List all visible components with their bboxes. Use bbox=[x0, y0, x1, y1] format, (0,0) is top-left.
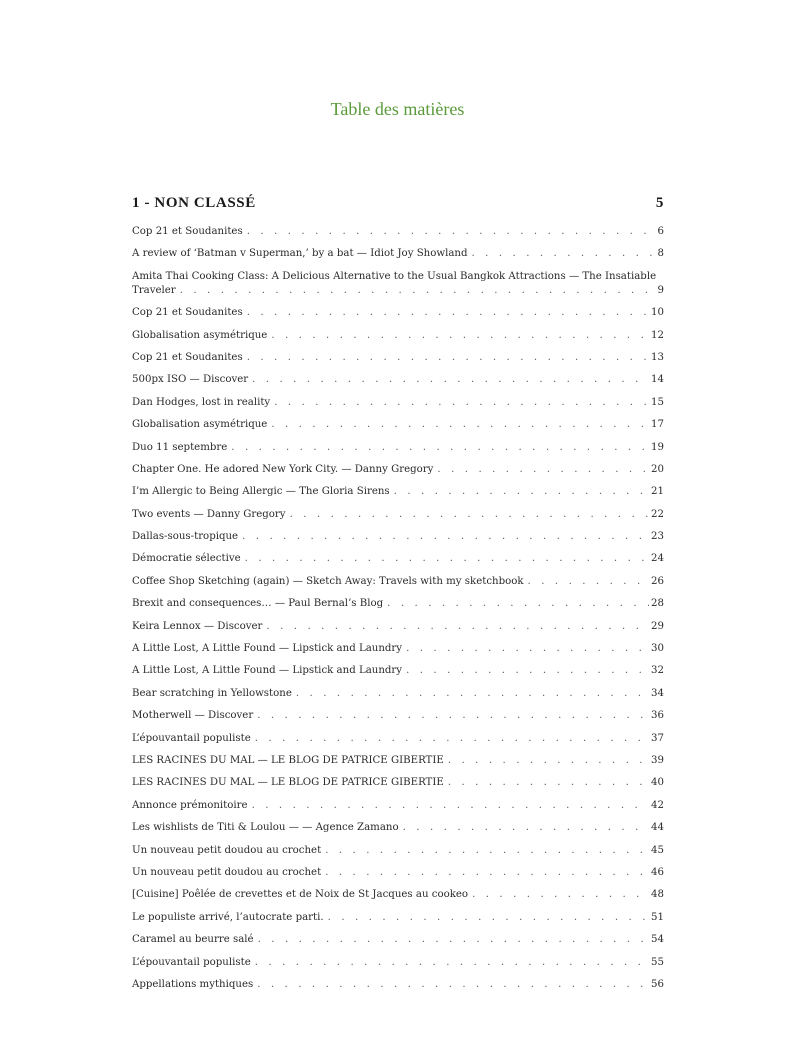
dot-leader bbox=[255, 732, 649, 746]
toc-entry-title: Globalisation asymétrique bbox=[132, 419, 268, 431]
toc-entry[interactable] bbox=[132, 418, 664, 432]
dot-leader bbox=[406, 642, 649, 656]
toc-entry[interactable] bbox=[132, 597, 664, 611]
toc-entry-title: LES RACINES DU MAL — LE BLOG DE PATRICE GIBERTIE bbox=[132, 754, 444, 766]
toc-entry-page: 23 bbox=[651, 531, 664, 543]
toc-entry[interactable] bbox=[132, 799, 664, 813]
toc-entry[interactable] bbox=[132, 709, 664, 723]
toc-entry-title: A review of ‘Batman v Superman,’ by a bat — Idiot Joy Showland bbox=[132, 248, 468, 260]
dot-leader bbox=[403, 821, 649, 835]
toc-entry-title: Caramel au beurre salé bbox=[132, 934, 254, 946]
dot-leader bbox=[290, 508, 649, 522]
toc-entry-page: 21 bbox=[651, 486, 664, 498]
toc-entry[interactable] bbox=[132, 978, 664, 992]
toc-entry[interactable] bbox=[132, 933, 664, 947]
toc-entry-page: 22 bbox=[651, 508, 664, 520]
toc-entry[interactable] bbox=[132, 911, 664, 925]
toc-entry[interactable] bbox=[132, 485, 664, 499]
toc-entry-title: Cop 21 et Soudanites bbox=[132, 351, 243, 363]
toc-entry-title: Bear scratching in Yellowstone bbox=[132, 687, 292, 699]
toc-entry-page: 55 bbox=[651, 956, 664, 968]
toc-entry-page: 44 bbox=[651, 822, 664, 834]
toc-entry[interactable] bbox=[132, 329, 664, 343]
dot-leader bbox=[258, 933, 649, 947]
toc-entry-page: 30 bbox=[651, 643, 664, 655]
toc-entry-title: Démocratie sélective bbox=[132, 553, 241, 565]
page-title: Table des matières bbox=[330, 99, 465, 119]
toc-entry-title: Globalisation asymétrique bbox=[132, 329, 268, 341]
toc-entry[interactable] bbox=[132, 664, 664, 678]
toc-entry-page: 26 bbox=[651, 575, 664, 587]
dot-leader bbox=[271, 418, 649, 432]
toc-entry-page: 17 bbox=[651, 419, 664, 431]
toc-entry-page: 20 bbox=[651, 463, 664, 475]
dot-leader bbox=[271, 329, 649, 343]
toc-entry[interactable] bbox=[132, 888, 664, 902]
chapter-heading[interactable] bbox=[132, 195, 664, 212]
toc-entry-title: L’épouvantail populiste bbox=[132, 956, 251, 968]
toc-entry[interactable] bbox=[132, 463, 664, 477]
toc-entry-page: 56 bbox=[651, 978, 664, 990]
dot-leader bbox=[325, 866, 649, 880]
toc-entry[interactable] bbox=[132, 821, 664, 835]
toc-entry[interactable] bbox=[132, 776, 664, 790]
toc-entry-title: Cop 21 et Soudanites bbox=[132, 307, 243, 319]
toc-entry-title: A Little Lost, A Little Found — Lipstick and Laundry bbox=[132, 665, 403, 677]
toc-entry[interactable] bbox=[132, 575, 664, 589]
toc-entry-title: Motherwell — Discover bbox=[132, 710, 254, 722]
dot-leader bbox=[247, 306, 649, 320]
toc-entry-page: 32 bbox=[651, 665, 664, 677]
toc-entry-page: 14 bbox=[651, 374, 664, 386]
dot-leader bbox=[472, 888, 649, 902]
toc-entry-title: L’épouvantail populiste bbox=[132, 732, 251, 744]
toc-entry-page: 24 bbox=[651, 553, 664, 565]
toc-entry-page: 12 bbox=[651, 329, 664, 341]
toc-entry-title: Les wishlists de Titi & Loulou — — Agence Zamano bbox=[132, 822, 399, 834]
toc-entry-title: 500px ISO — Discover bbox=[132, 374, 249, 386]
dot-leader bbox=[325, 844, 649, 858]
toc-entry-page: 13 bbox=[651, 351, 664, 363]
toc-entry[interactable] bbox=[132, 732, 664, 746]
dot-leader bbox=[247, 351, 649, 365]
toc-entry-title: I’m Allergic to Being Allergic — The Gloria Sirens bbox=[132, 486, 390, 498]
toc-entry[interactable] bbox=[132, 441, 664, 455]
toc-entry-title-line1: Amita Thai Cooking Class: A Delicious Alternative to the Usual Bangkok Attractions — The Insatiable bbox=[132, 270, 657, 282]
toc-entry-title: Two events — Danny Gregory bbox=[132, 508, 286, 520]
toc-entry-page: 36 bbox=[651, 710, 664, 722]
toc-entry-title: Dallas-sous-tropique bbox=[132, 531, 239, 543]
toc-entry-title: Coffee Shop Sketching (again) — Sketch Away: Travels with my sketchbook bbox=[132, 575, 524, 587]
toc-entry-title: A Little Lost, A Little Found — Lipstick and Laundry bbox=[132, 643, 403, 655]
toc-entry[interactable] bbox=[132, 225, 664, 239]
toc-entry[interactable] bbox=[132, 373, 664, 387]
toc-entry-title: LES RACINES DU MAL — LE BLOG DE PATRICE GIBERTIE bbox=[132, 777, 444, 789]
toc-entry[interactable] bbox=[132, 396, 664, 410]
dot-leader bbox=[266, 620, 649, 634]
toc-entry[interactable] bbox=[132, 754, 664, 768]
toc-entry-page: 10 bbox=[651, 307, 664, 319]
dot-leader bbox=[252, 799, 649, 813]
toc-entry-page: 40 bbox=[651, 777, 664, 789]
dot-leader bbox=[406, 664, 649, 678]
toc-entry-page: 29 bbox=[651, 620, 664, 632]
toc-entry-page: 45 bbox=[651, 844, 664, 856]
toc-entry[interactable] bbox=[132, 687, 664, 701]
toc-entry[interactable] bbox=[132, 552, 664, 566]
toc-entry-page: 42 bbox=[651, 799, 664, 811]
toc-entry-page: 48 bbox=[651, 889, 664, 901]
dot-leader bbox=[394, 485, 649, 499]
dot-leader bbox=[257, 709, 649, 723]
dot-leader bbox=[528, 575, 649, 589]
toc-entry-title: Le populiste arrivé, l’autocrate parti. bbox=[132, 911, 324, 923]
toc-entry-title: Keira Lennox — Discover bbox=[132, 620, 263, 632]
toc-entry-page: 8 bbox=[657, 248, 664, 260]
toc-entry-title: Dan Hodges, lost in reality bbox=[132, 396, 271, 408]
toc-entry[interactable] bbox=[132, 844, 664, 858]
dot-leader bbox=[242, 530, 649, 544]
chapter-page-number: 5 bbox=[655, 195, 664, 211]
toc-entry[interactable] bbox=[132, 642, 664, 656]
toc-entry-title: Brexit and consequences… — Paul Bernal’s Blog bbox=[132, 598, 384, 610]
toc-entry[interactable] bbox=[132, 530, 664, 544]
toc-entry[interactable] bbox=[132, 270, 664, 298]
toc-entry[interactable] bbox=[132, 351, 664, 365]
toc-entry-title: Chapter One. He adored New York City. — Danny Gregory bbox=[132, 463, 434, 475]
dot-leader bbox=[387, 597, 649, 611]
dot-leader bbox=[274, 396, 649, 410]
dot-leader bbox=[180, 284, 656, 298]
toc-entry[interactable] bbox=[132, 247, 664, 261]
toc-entry-page: 28 bbox=[651, 598, 664, 610]
toc-entry-page: 34 bbox=[651, 687, 664, 699]
chapter-label: 1 - NON CLASSÉ bbox=[132, 195, 256, 211]
toc-entry-title: [Cuisine] Poêlée de crevettes et de Noix de St Jacques au cookeo bbox=[132, 889, 469, 901]
toc-entry-page: 51 bbox=[651, 911, 664, 923]
dot-leader bbox=[437, 463, 649, 477]
toc-entry-list bbox=[132, 225, 664, 1000]
dot-leader bbox=[448, 754, 649, 768]
dot-leader bbox=[448, 776, 649, 790]
toc-entry-title: Traveler bbox=[132, 284, 176, 296]
dot-leader bbox=[252, 373, 649, 387]
dot-leader bbox=[255, 956, 649, 970]
toc-entry-page: 15 bbox=[651, 396, 664, 408]
toc-entry-page: 9 bbox=[657, 284, 664, 296]
dot-leader bbox=[296, 687, 649, 701]
toc-entry-title: Un nouveau petit doudou au crochet bbox=[132, 844, 322, 856]
dot-leader bbox=[231, 441, 649, 455]
toc-entry[interactable] bbox=[132, 508, 664, 522]
toc-entry-page: 37 bbox=[651, 732, 664, 744]
toc-entry-title: Duo 11 septembre bbox=[132, 441, 228, 453]
toc-entry-page: 19 bbox=[651, 441, 664, 453]
toc-entry-page: 54 bbox=[651, 934, 664, 946]
toc-entry[interactable] bbox=[132, 306, 664, 320]
toc-entry-page: 39 bbox=[651, 754, 664, 766]
dot-leader bbox=[257, 978, 649, 992]
dot-leader bbox=[245, 552, 649, 566]
dot-leader bbox=[472, 247, 656, 261]
toc-entry-title: Annonce prémonitoire bbox=[132, 799, 248, 811]
dot-leader bbox=[247, 225, 656, 239]
toc-entry-page: 6 bbox=[657, 226, 664, 237]
toc-entry[interactable] bbox=[132, 620, 664, 634]
toc-entry-title: Cop 21 et Soudanites bbox=[132, 226, 243, 237]
toc-entry[interactable] bbox=[132, 866, 664, 880]
toc-entry[interactable] bbox=[132, 956, 664, 970]
dot-leader bbox=[328, 911, 649, 925]
toc-entry-page: 46 bbox=[651, 866, 664, 878]
toc-entry-title: Un nouveau petit doudou au crochet bbox=[132, 866, 322, 878]
toc-entry-title: Appellations mythiques bbox=[132, 978, 254, 990]
